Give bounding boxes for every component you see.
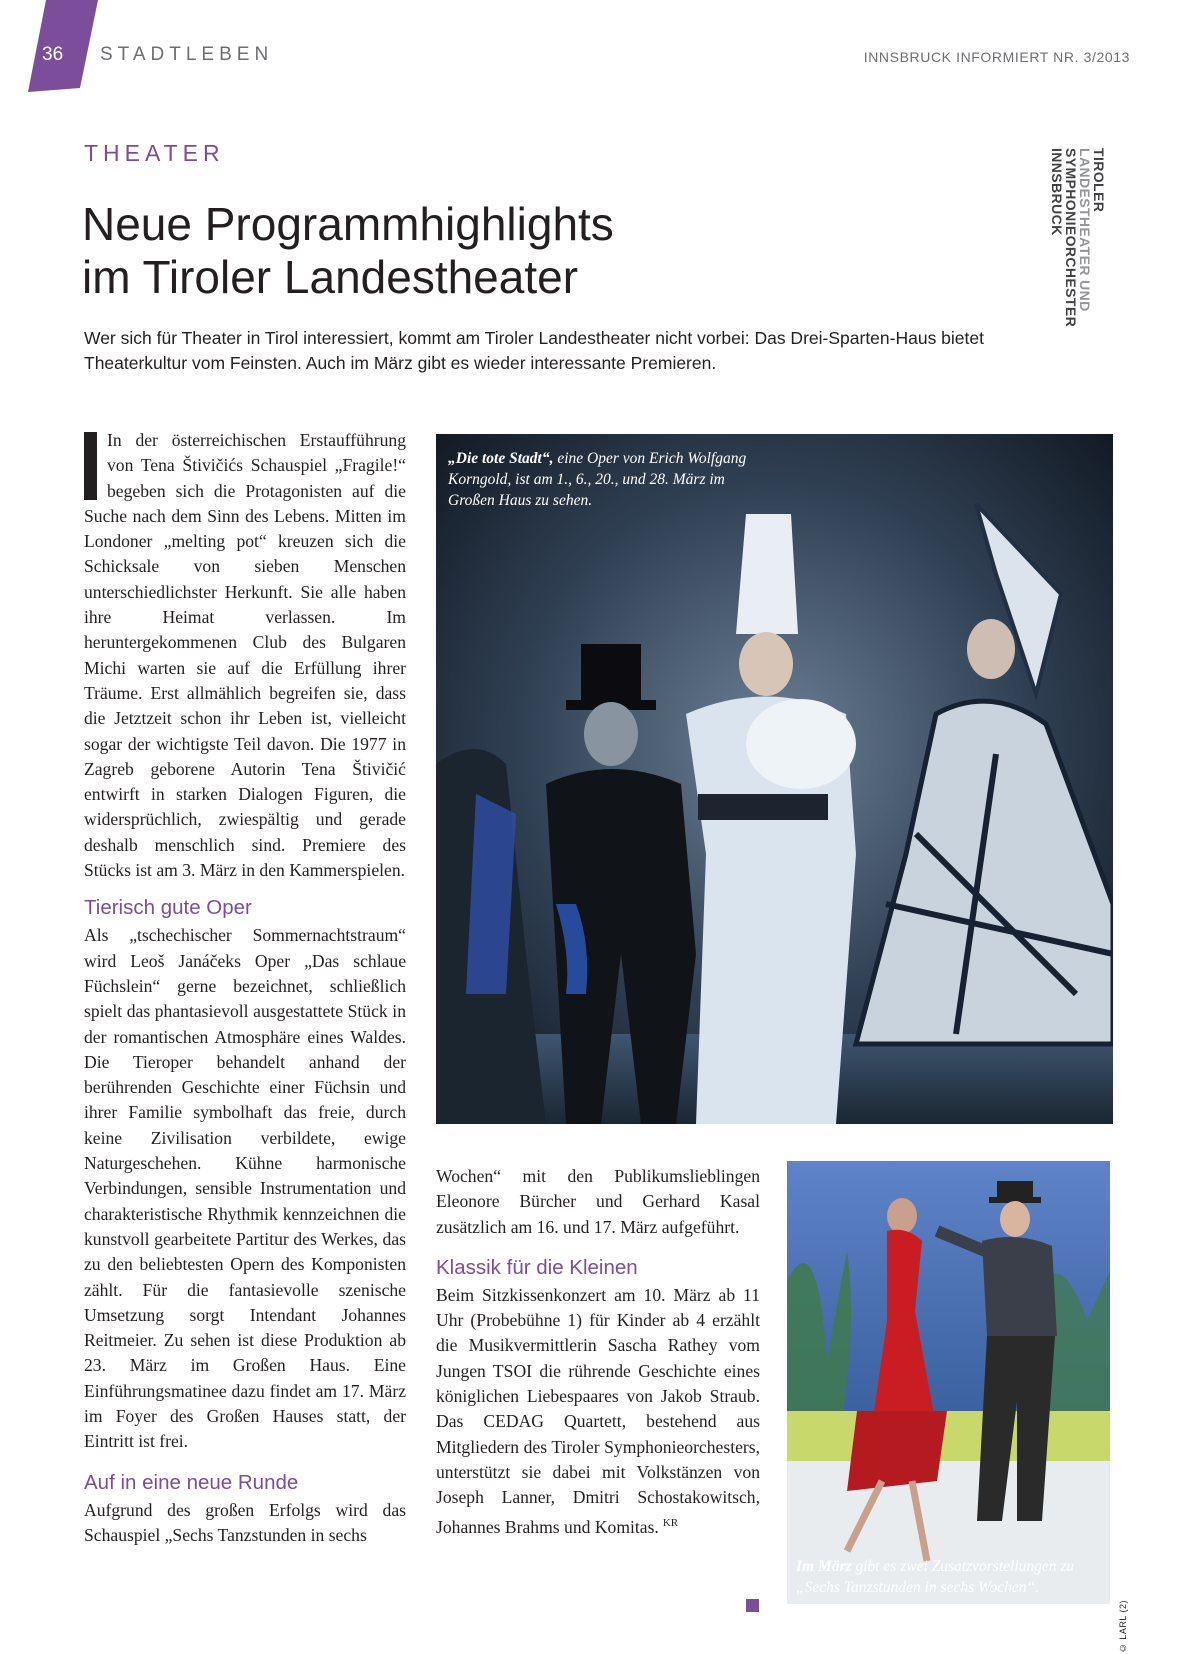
classics-paragraph-text: Beim Sitzkissenkonzert am 10. März ab 11 Uhr (Probebühne 1) für Kinder ab 4 erzählt die Musikvermittlerin Sascha Rathey vom Jungen TSOI die rührende Geschichte eines königlichen Liebespaares von Jakob Straub. Das CEDAG Quartett, bestehend aus Mitgliedern des Tiroler Symphonieorchesters, unterstützt sie dabei mit Volkstänzen von Joseph Lanner, Dmitri Schostakowitsch, Johannes Brahms und Komitas.	[436, 1284, 760, 1537]
opera-paragraph: Als „tschechischer Sommernachtstraum“ wird Leoš Janáčeks Oper „Das schlaue Füchslein“ gerne bezeichnet, schließlich spielt das phantasievoll ausgestattete Stück in der romantischen Atmosphäre eines Waldes. Die Tieroper behandelt anhand der berührenden Geschichte einer Füchsin und ihrer Familie symbolhaft das freie, durch keine Zivilisation verbildete, ewige Naturgeschehen. Kühne harmonische Verbindungen, sensible Instrumentation und charakteristische Rhythmik kennzeichnen die kunstvoll gearbeitete Partitur des Werkes, das zu den beliebtesten Opern des Komponisten zählt. Für die fantasievolle szenische Umsetzung sorgt Intendant Johannes Reitmeier. Zu sehen ist diese Produktion ab 23. März im Großen Haus. Eine Einführungsmatinee dazu findet am 17. März im Foyer des Großen Hauses statt, der Eintritt ist frei.	[84, 925, 406, 1452]
intro-paragraph-text: In der österreichischen Erstaufführung von Tena Štivičićs Schauspiel „Fragile!“ begeben sich die Protagonisten auf die Suche nach dem Sinn des Lebens. Mitten im Londoner „melting pot“ kreuzen sich die Schicksale von sieben Menschen unterschiedlichster Herkunft. Sie alle haben ihre Heimat verlassen. Im heruntergekommenen Club des Bulgaren Michi warten sie auf die Erfüllung ihrer Träume. Erst allmählich begreifen sie, dass die Jetztzeit schon ihr Leben ist, vielleicht sogar der wichtigste Teil davon. Die 1977 in Zagreb geborene Autorin Tena Štivičić entwirft in starken Dialogen Figuren, die widersprüchlich, zwiespältig und gerade deshalb menschlich sind. Premiere des Stücks ist am 3. März in den Kammerspielen.	[84, 430, 406, 881]
institution-label-line-3: SYMPHONIEORCHESTER	[1063, 148, 1079, 328]
opera-photo-caption	[448, 448, 768, 511]
article-lead: Wer sich für Theater in Tirol interessiert, kommt am Tiroler Landestheater nicht vorbei: Das Drei-Sparten-Haus bietet Theaterkultur vom Feinsten. Auch im März gibt es wieder interessante Premieren.	[84, 328, 984, 373]
subheading-classics: Klassik für die Kleinen	[436, 1255, 638, 1279]
intro-paragraph	[84, 428, 406, 883]
issue-label: INNSBRUCK INFORMIERT NR. 3/2013	[863, 49, 1130, 65]
new-round-paragraph-start: Aufgrund des großen Erfolgs wird das Schauspiel „Sechs Tanzstunden in sechs	[84, 1499, 406, 1545]
dance-photo-caption	[796, 1556, 1096, 1598]
institution-label-line-2: LANDESTHEATER UND	[1077, 148, 1093, 312]
opera-caption-bold: „Die tote Stadt“,	[448, 450, 554, 467]
new-round-paragraph-end: Wochen“ mit den Publikumslieblingen Eleonore Bürcher und Gerhard Kasal zusätzlich am 16. und 17. März aufgeführt.	[436, 1166, 760, 1237]
text-column-middle	[436, 1164, 760, 1540]
author-signature: KR	[662, 1516, 679, 1529]
article-kicker: THEATER	[84, 140, 225, 166]
subheading-opera: Tierisch gute Oper	[84, 896, 252, 920]
headline-line-2: im Tiroler Landestheater	[82, 251, 579, 303]
article-end-mark	[746, 1599, 759, 1612]
classics-paragraph	[436, 1283, 760, 1540]
headline-line-1: Neue Programmhighlights	[82, 198, 614, 250]
page-number-tab	[28, 0, 100, 92]
article-headline	[82, 198, 842, 304]
dance-caption-text: gibt es zwei Zusatzvorstellungen zu „Sechs Tanzstunden in sechs Wochen“.	[796, 1558, 1075, 1596]
institution-label-line-1: TIROLER	[1091, 148, 1107, 213]
dropcap-bar	[84, 432, 97, 500]
subheading-new-round: Auf in eine neue Runde	[84, 1470, 299, 1494]
text-column-left	[84, 428, 406, 1548]
dance-couple-photo	[787, 1161, 1110, 1604]
institution-label	[1050, 148, 1106, 327]
page-number: 36	[42, 44, 64, 65]
opera-caption-text: eine Oper von Erich Wolfgang Korngold, ist am 1., 6., 20., und 28. März im Großen Haus zu sehen.	[448, 450, 747, 509]
institution-label-line-4: INNSBRUCK	[1049, 148, 1065, 236]
opera-stage-photo	[436, 434, 1113, 1124]
dance-caption-bold: Im März	[796, 1558, 852, 1575]
section-title: STADTLEBEN	[100, 44, 274, 65]
photo-credit: © LARL (2)	[1118, 1600, 1128, 1654]
